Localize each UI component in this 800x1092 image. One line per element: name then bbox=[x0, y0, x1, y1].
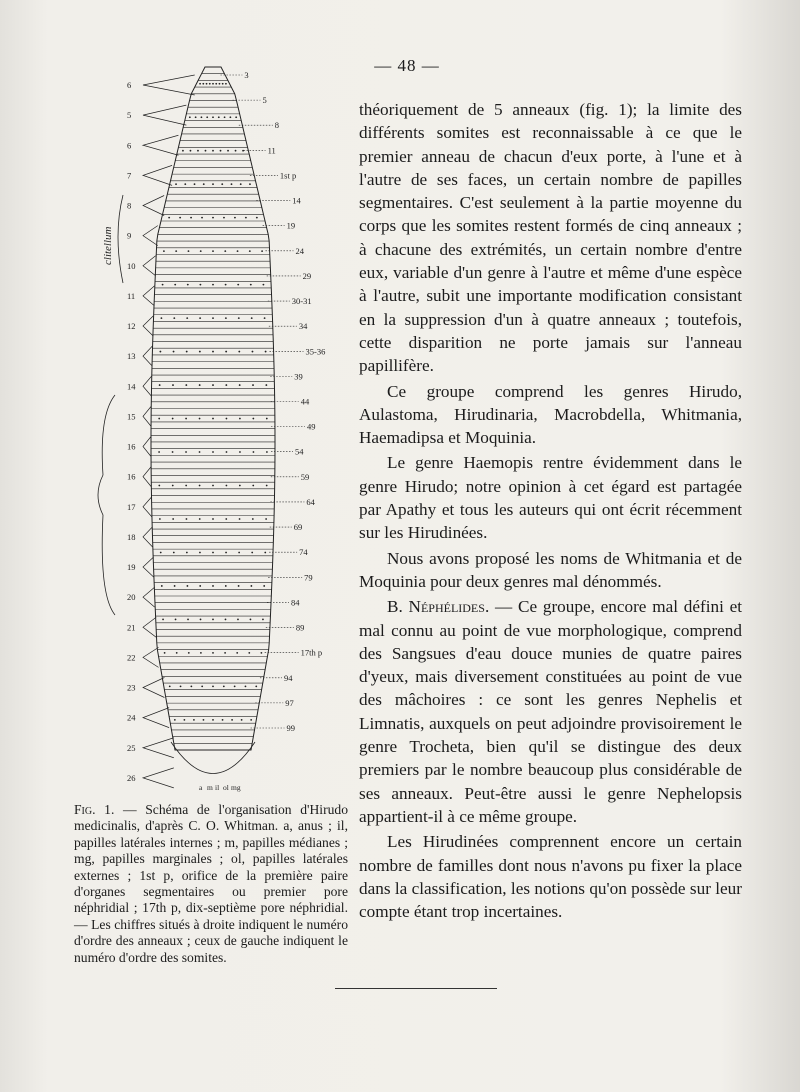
caption-label: Fig. 1. bbox=[74, 802, 115, 817]
papilla-dot bbox=[173, 317, 175, 319]
papilla-dot bbox=[200, 652, 202, 654]
papilla-dot bbox=[199, 451, 201, 453]
papilla-dot bbox=[162, 284, 164, 286]
somite-bracket bbox=[143, 376, 152, 396]
papilla-dot bbox=[240, 183, 242, 185]
papilla-dot bbox=[189, 116, 191, 118]
papilla-dot bbox=[250, 585, 252, 587]
papilla-dot bbox=[172, 384, 174, 386]
papilla-dot bbox=[185, 418, 187, 420]
somite-number: 16 bbox=[127, 471, 136, 482]
papilla-dot bbox=[239, 518, 241, 520]
somite-number: 13 bbox=[127, 351, 136, 362]
papilla-dot bbox=[225, 585, 227, 587]
papilla-dot bbox=[199, 485, 201, 487]
papilla-dot bbox=[237, 250, 239, 252]
papilla-dot bbox=[161, 317, 163, 319]
papilla-dot bbox=[201, 685, 203, 687]
papilla-dot bbox=[199, 317, 201, 319]
papilla-dot bbox=[237, 284, 239, 286]
papilla-dot bbox=[231, 183, 233, 185]
papilla-dot bbox=[203, 183, 205, 185]
papilla-dot bbox=[160, 552, 162, 554]
papilla-dot bbox=[168, 217, 170, 219]
somite-bracket bbox=[143, 165, 172, 185]
leech-diagram bbox=[85, 55, 355, 795]
papilla-dot bbox=[229, 116, 231, 118]
clitellum-label: clitellum bbox=[102, 226, 114, 265]
papilla-dot bbox=[250, 284, 252, 286]
paragraph-5-text: Ce groupe, encore mal défini et mal connu au point de vue morphologique, comprend des Sangsues d'eau douce munies de quatre paires d'yeux, mais diversement constituées au point de vue des mâchoires : ce sont les genres Nephelis et Limnatis, auxquels on peut adjoindre provisoirement le genre Trocheta, bien qu'il se distingue des deux premiers par le nombre beaucoup plus considérable de ses anneaux. Peut-être aussi le genre Nephelopsis appartient-il à ce même groupe. bbox=[359, 597, 743, 826]
paragraph-2: Ce groupe comprend les genres Hirudo, Aulastoma, Hirudinaria, Macrobdella, Whitmania, Haemadipsa et Moquinia. bbox=[359, 381, 742, 448]
somite-bracket bbox=[143, 647, 159, 667]
papilla-dot bbox=[183, 719, 185, 721]
somite-bracket bbox=[143, 135, 178, 155]
papilla-dot bbox=[231, 719, 233, 721]
papilla-dot bbox=[250, 619, 252, 621]
papilla-dot bbox=[253, 451, 255, 453]
papilla-dot bbox=[212, 719, 214, 721]
papilla-dot bbox=[185, 485, 187, 487]
page-number: — 48 — bbox=[374, 56, 440, 75]
somite-number: 5 bbox=[127, 110, 132, 121]
somite-bracket bbox=[143, 196, 164, 216]
papilla-dot bbox=[201, 217, 203, 219]
papilla-dot bbox=[205, 150, 207, 152]
annulus-number: 99 bbox=[286, 723, 296, 733]
somite-bracket bbox=[143, 437, 151, 457]
annulus-number: 49 bbox=[306, 421, 316, 432]
papilla-dot bbox=[251, 317, 253, 319]
annulus-number: 1st p bbox=[279, 170, 297, 181]
papilla-dot bbox=[182, 150, 184, 152]
papilla-dot bbox=[185, 384, 187, 386]
papilla-dot bbox=[252, 418, 254, 420]
papilla-dot bbox=[215, 83, 217, 85]
papilla-dot bbox=[173, 552, 175, 554]
papilla-dot bbox=[225, 83, 227, 85]
somite-bracket bbox=[143, 346, 152, 366]
papilla-dot bbox=[201, 116, 203, 118]
papilla-dot bbox=[172, 451, 174, 453]
region-brace bbox=[98, 395, 115, 615]
papilla-label: il bbox=[215, 783, 220, 792]
papilla-dot bbox=[190, 685, 192, 687]
papilla-dot bbox=[224, 250, 226, 252]
papilla-dot bbox=[238, 552, 240, 554]
papilla-dot bbox=[249, 183, 251, 185]
papilla-label: ol bbox=[223, 783, 229, 792]
papilla-dot bbox=[225, 518, 227, 520]
papilla-dot bbox=[199, 351, 201, 353]
papilla-dot bbox=[222, 83, 224, 85]
papilla-dot bbox=[221, 183, 223, 185]
papilla-dot bbox=[199, 284, 201, 286]
annulus-number: 74 bbox=[299, 547, 308, 558]
papilla-dot bbox=[223, 217, 225, 219]
papilla-dot bbox=[158, 451, 160, 453]
papilla-dot bbox=[225, 384, 227, 386]
figure-caption bbox=[74, 802, 348, 966]
section-heading: B. Néphélides. — bbox=[387, 597, 513, 617]
papilla-dot bbox=[174, 284, 176, 286]
papilla-dot bbox=[252, 485, 254, 487]
paragraph-1: théoriquement de 5 anneaux (fig. 1); la limite des différents somites est reconnaissable à ce que le premier anneau de chacun d'eux porte, à l'une et à l'autre de ses faces, un certain nombre de papilles segmentaires. C'est seulement à la partie moyenne du corps que les somites restent formés de cinq anneaux ; à chacune des extrémités, un certain nombre d'entre eux, variable d'un genre à l'autre et même d'une espèce à l'autre, subit une importante modification consistant en la suppression d'un à quatre anneaux ; toutefois, cette disparition ne porte jamais sur l'anneau papillifère. bbox=[359, 100, 742, 376]
papilla-dot bbox=[260, 652, 262, 654]
somite-number: 21 bbox=[127, 622, 136, 633]
somite-bracket bbox=[143, 738, 174, 758]
somite-number: 11 bbox=[127, 290, 136, 301]
papilla-dot bbox=[235, 150, 237, 152]
paragraph-6: Les Hirudinées comprennent encore un certain nombre de familles dont nous n'avons pu fixer la place dans la classification, les notions qu'on possède sur leur compte étant trop incertaines. bbox=[359, 832, 742, 922]
papilla-dot bbox=[188, 652, 190, 654]
papilla-dot bbox=[212, 485, 214, 487]
papilla-dot bbox=[212, 351, 214, 353]
papilla-dot bbox=[161, 585, 163, 587]
papilla-dot bbox=[212, 284, 214, 286]
somite-bracket bbox=[143, 316, 153, 336]
papilla-dot bbox=[158, 418, 160, 420]
papilla-dot bbox=[212, 585, 214, 587]
papilla-dot bbox=[186, 518, 188, 520]
somite-number: 14 bbox=[127, 381, 136, 392]
somite-number: 22 bbox=[127, 652, 136, 663]
papilla-dot bbox=[225, 552, 227, 554]
papilla-dot bbox=[199, 585, 201, 587]
papilla-dot bbox=[159, 384, 161, 386]
annulus-number: 89 bbox=[295, 622, 305, 633]
footnote-rule bbox=[335, 988, 497, 989]
annulus-number: 35-36 bbox=[305, 346, 326, 357]
somite-number: 9 bbox=[127, 230, 132, 241]
papilla-dot bbox=[212, 652, 214, 654]
papilla-dot bbox=[199, 83, 201, 85]
papilla-dot bbox=[209, 83, 211, 85]
papilla-dot bbox=[193, 719, 195, 721]
papilla-dot bbox=[190, 217, 192, 219]
papilla-dot bbox=[250, 719, 252, 721]
papilla-dot bbox=[266, 418, 268, 420]
papilla-dot bbox=[238, 585, 240, 587]
somite-bracket bbox=[143, 286, 154, 306]
somite-bracket bbox=[143, 105, 186, 125]
annulus-number: 24 bbox=[295, 245, 304, 256]
annulus-number: 5 bbox=[262, 95, 267, 106]
annulus-number: 97 bbox=[285, 697, 294, 708]
papilla-dot bbox=[212, 250, 214, 252]
paragraph-3: Le genre Haemopis rentre évidemment dans le genre Hirudo; notre opinion à cet égard est partagée par Apathy et tous les auteurs qui ont écrit récemment sur les Hirudinées. bbox=[359, 453, 742, 543]
paragraph-5 bbox=[359, 595, 742, 828]
papilla-dot bbox=[212, 116, 214, 118]
papilla-dot bbox=[219, 83, 221, 85]
papilla-dot bbox=[223, 685, 225, 687]
papilla-dot bbox=[195, 116, 197, 118]
papilla-dot bbox=[248, 652, 250, 654]
papilla-dot bbox=[237, 619, 239, 621]
papilla-dot bbox=[252, 518, 254, 520]
papilla-dot bbox=[158, 485, 160, 487]
papilla-dot bbox=[188, 250, 190, 252]
annulus-number: 59 bbox=[300, 471, 310, 482]
papilla-dot bbox=[175, 619, 177, 621]
somite-bracket bbox=[143, 75, 195, 95]
papilla-dot bbox=[261, 250, 263, 252]
papilla-dot bbox=[264, 552, 266, 554]
papilla-dot bbox=[245, 217, 247, 219]
somite-number: 10 bbox=[127, 260, 136, 271]
papilla-dot bbox=[225, 284, 227, 286]
papilla-dot bbox=[180, 685, 182, 687]
papilla-dot bbox=[266, 451, 268, 453]
papilla-dot bbox=[187, 585, 189, 587]
papilla-dot bbox=[197, 150, 199, 152]
papilla-dot bbox=[174, 585, 176, 587]
papilla-dot bbox=[185, 451, 187, 453]
papilla-dot bbox=[187, 284, 189, 286]
papilla-dot bbox=[238, 351, 240, 353]
annulus-number: 11 bbox=[267, 145, 276, 156]
papilla-dot bbox=[179, 217, 181, 219]
papilla-dot bbox=[212, 183, 214, 185]
papilla-dot bbox=[262, 619, 264, 621]
annulus-number: 69 bbox=[293, 522, 303, 533]
papilla-dot bbox=[235, 116, 237, 118]
papilla-dot bbox=[199, 418, 201, 420]
papilla-dot bbox=[200, 250, 202, 252]
papilla-dot bbox=[212, 685, 214, 687]
annulus-number: 29 bbox=[302, 270, 312, 281]
papilla-dot bbox=[212, 552, 214, 554]
annulus-number: 14 bbox=[292, 195, 301, 206]
somite-number: 15 bbox=[127, 411, 136, 422]
papilla-dot bbox=[265, 351, 267, 353]
papilla-dot bbox=[234, 217, 236, 219]
somite-bracket bbox=[143, 527, 152, 547]
papilla-dot bbox=[256, 217, 258, 219]
somite-bracket bbox=[143, 226, 158, 246]
annulus-number: 39 bbox=[294, 371, 303, 382]
papilla-dot bbox=[239, 451, 241, 453]
somite-number: 16 bbox=[127, 441, 136, 452]
somite-number: 17 bbox=[127, 501, 136, 512]
papilla-dot bbox=[238, 317, 240, 319]
papilla-dot bbox=[212, 418, 214, 420]
papilla-dot bbox=[203, 719, 205, 721]
papilla-dot bbox=[199, 552, 201, 554]
paragraph-4: Nous avons proposé les noms de Whitmania et de Moquinia pour deux genres mal dénommés. bbox=[359, 548, 742, 591]
papilla-dot bbox=[212, 317, 214, 319]
papilla-dot bbox=[174, 719, 176, 721]
somite-number: 12 bbox=[127, 321, 136, 331]
papilla-dot bbox=[163, 250, 165, 252]
annulus-number: 8 bbox=[274, 120, 280, 131]
papilla-dot bbox=[263, 585, 265, 587]
papilla-dot bbox=[186, 552, 188, 554]
somite-bracket bbox=[143, 617, 156, 637]
papilla-dot bbox=[239, 418, 241, 420]
main-text bbox=[359, 98, 742, 923]
papilla-dot bbox=[224, 116, 226, 118]
papilla-dot bbox=[266, 485, 268, 487]
somite-number: 24 bbox=[127, 712, 136, 723]
papilla-dot bbox=[212, 150, 214, 152]
papilla-label: mg bbox=[231, 783, 241, 792]
papilla-dot bbox=[241, 719, 243, 721]
papilla-dot bbox=[226, 451, 228, 453]
papilla-dot bbox=[175, 250, 177, 252]
annulus-number: 64 bbox=[306, 496, 315, 507]
papilla-dot bbox=[212, 83, 214, 85]
papilla-dot bbox=[172, 518, 174, 520]
annulus-number: 54 bbox=[294, 446, 304, 457]
annulus-number: 79 bbox=[304, 572, 313, 583]
papilla-dot bbox=[194, 183, 196, 185]
somite-number: 6 bbox=[127, 140, 132, 151]
papilla-dot bbox=[199, 518, 201, 520]
leech-figure bbox=[85, 55, 355, 795]
papilla-label: a bbox=[199, 783, 203, 792]
papilla-dot bbox=[184, 183, 186, 185]
papilla-dot bbox=[224, 652, 226, 654]
somite-number: 8 bbox=[127, 200, 132, 211]
annulus-number: 34 bbox=[298, 321, 308, 332]
papilla-dot bbox=[264, 317, 266, 319]
somite-number: 25 bbox=[127, 742, 136, 753]
papilla-dot bbox=[162, 619, 164, 621]
papilla-dot bbox=[202, 83, 204, 85]
papilla-dot bbox=[225, 317, 227, 319]
papilla-dot bbox=[222, 719, 224, 721]
papilla-dot bbox=[263, 284, 265, 286]
somite-number: 19 bbox=[127, 562, 136, 572]
posterior-sucker bbox=[171, 742, 255, 774]
annulus-number: 3 bbox=[244, 70, 249, 80]
papilla-dot bbox=[186, 351, 188, 353]
papilla-dot bbox=[175, 183, 177, 185]
annulus-number: 94 bbox=[283, 672, 293, 683]
somite-number: 23 bbox=[127, 682, 136, 693]
somite-bracket bbox=[143, 256, 156, 276]
somite-number: 18 bbox=[127, 531, 136, 542]
papilla-dot bbox=[225, 619, 227, 621]
papilla-dot bbox=[190, 150, 192, 152]
papilla-dot bbox=[245, 685, 247, 687]
papilla-dot bbox=[226, 485, 228, 487]
papilla-dot bbox=[239, 485, 241, 487]
papilla-dot bbox=[212, 451, 214, 453]
somite-bracket bbox=[143, 708, 169, 728]
somite-number: 7 bbox=[127, 170, 132, 181]
somite-number: 26 bbox=[127, 772, 136, 783]
papilla-dot bbox=[234, 685, 236, 687]
papilla-dot bbox=[218, 116, 220, 118]
papilla-label: m bbox=[207, 783, 213, 792]
papilla-dot bbox=[236, 652, 238, 654]
papilla-dot bbox=[199, 384, 201, 386]
papilla-dot bbox=[169, 685, 171, 687]
papilla-dot bbox=[172, 418, 174, 420]
annulus-number: 30-31 bbox=[291, 296, 312, 307]
somite-bracket bbox=[143, 557, 154, 577]
papilla-dot bbox=[226, 418, 228, 420]
papilla-dot bbox=[159, 351, 161, 353]
somite-number: 6 bbox=[127, 80, 132, 90]
somite-bracket bbox=[143, 678, 164, 698]
caption-text: — Schéma de l'organisation d'Hirudo medicinalis, d'après C. O. Whitman. a, anus ; il, papilles latérales internes ; m, papilles médianes ; mg, papilles marginales ; ol, papilles latérales externes ; 1st p, orifice de la première paire d'organes segmentaires ou premier pore néphridial ; 17th p, dix-septième pore néphridial. — Les chiffres situés à droite indiquent le numéro d'ordre des anneaux ; ceux de gauche indiquent le numéro d'ordre des somites. bbox=[74, 802, 348, 965]
papilla-dot bbox=[255, 685, 257, 687]
somite-bracket bbox=[143, 768, 174, 788]
somite-bracket bbox=[143, 467, 151, 487]
papilla-dot bbox=[249, 250, 251, 252]
papilla-dot bbox=[176, 652, 178, 654]
papilla-dot bbox=[212, 619, 214, 621]
annulus-number: 19 bbox=[286, 220, 296, 231]
papilla-dot bbox=[212, 217, 214, 219]
papilla-dot bbox=[212, 518, 214, 520]
papilla-dot bbox=[186, 317, 188, 319]
papilla-dot bbox=[225, 351, 227, 353]
papilla-dot bbox=[173, 351, 175, 353]
papilla-dot bbox=[251, 552, 253, 554]
somite-bracket bbox=[143, 587, 155, 607]
papilla-dot bbox=[187, 619, 189, 621]
papilla-dot bbox=[252, 384, 254, 386]
papilla-dot bbox=[252, 351, 254, 353]
papilla-dot bbox=[227, 150, 229, 152]
somite-bracket bbox=[143, 406, 151, 426]
papilla-dot bbox=[172, 485, 174, 487]
clitellum-brace bbox=[118, 195, 123, 283]
somite-number: 20 bbox=[127, 592, 136, 603]
papilla-dot bbox=[239, 384, 241, 386]
papilla-dot bbox=[164, 652, 166, 654]
papilla-dot bbox=[265, 518, 267, 520]
papilla-dot bbox=[212, 384, 214, 386]
annulus-number: 44 bbox=[300, 396, 310, 407]
somite-bracket bbox=[143, 497, 152, 517]
annulus-number: 17th p bbox=[300, 647, 323, 658]
papilla-dot bbox=[206, 116, 208, 118]
annulus-number: 84 bbox=[291, 597, 300, 608]
papilla-dot bbox=[159, 518, 161, 520]
papilla-dot bbox=[220, 150, 222, 152]
papilla-dot bbox=[200, 619, 202, 621]
papilla-dot bbox=[206, 83, 208, 85]
papilla-dot bbox=[265, 384, 267, 386]
